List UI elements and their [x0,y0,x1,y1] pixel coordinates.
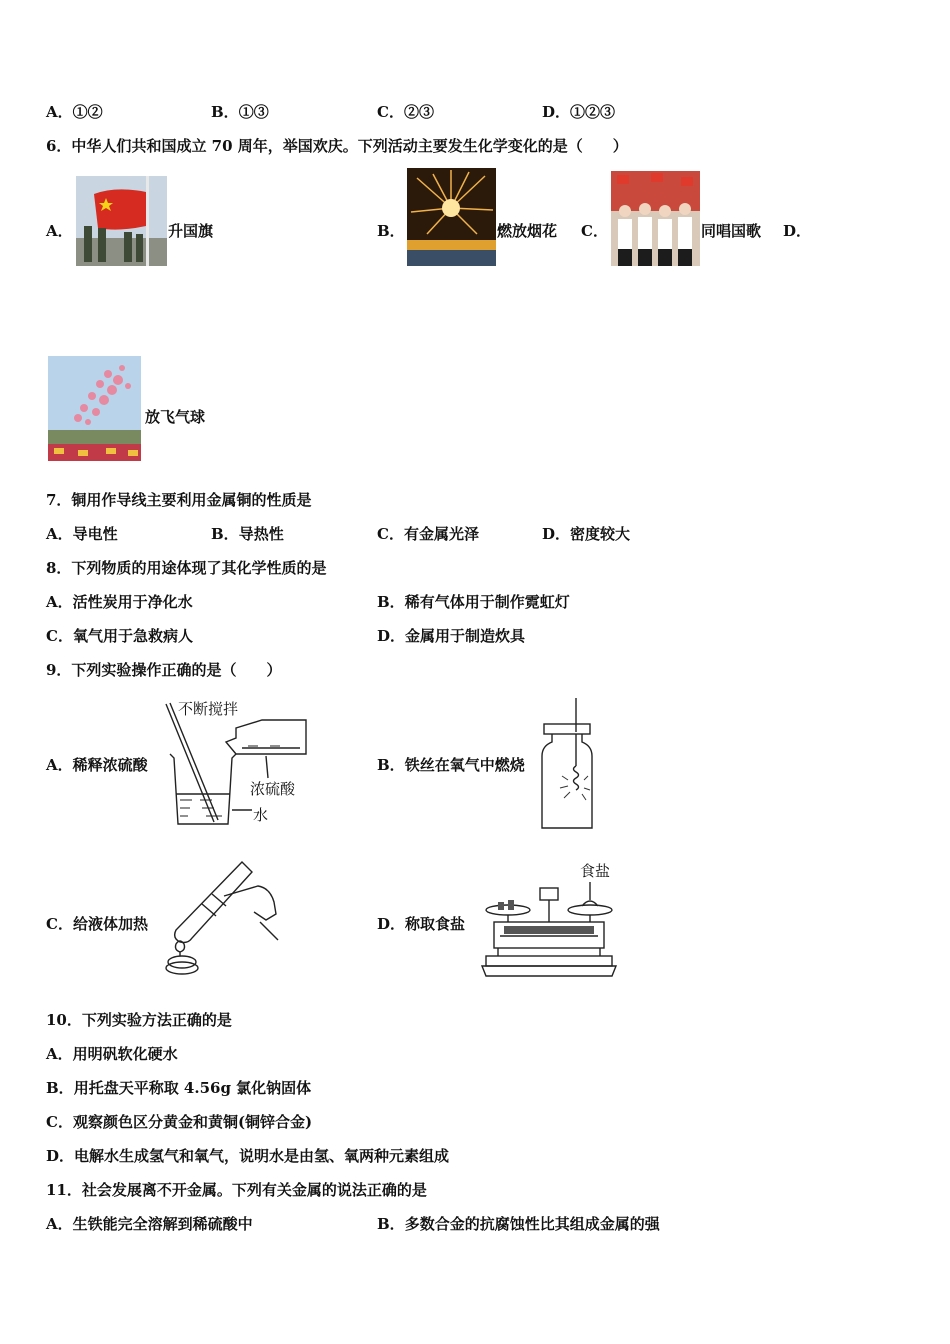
q7-option-b[interactable]: B．导热性 [211,525,284,543]
q10-option-d[interactable]: D．电解水生成氢气和氧气，说明水是由氢、氧两种元素组成 [46,1147,450,1165]
q5-option-c[interactable]: C．②③ [377,103,434,121]
label-water: 水 [253,806,269,824]
q9-option-d[interactable]: D．称取食盐 [377,915,466,933]
q10-option-b[interactable]: B．用托盘天平称取 4.56g 氯化钠固体 [46,1079,312,1097]
q6-option-c-letter[interactable]: C． [581,222,608,240]
q6-option-d-letter[interactable]: D． [783,222,812,240]
q6-option-a-letter[interactable]: A． [46,222,73,240]
q5-option-b[interactable]: B．①③ [211,103,269,121]
flag-raising-photo [76,176,167,266]
iron-wire-burning-diagram [538,696,598,832]
q11-option-b[interactable]: B．多数合金的抗腐蚀性比其组成金属的强 [377,1215,660,1233]
q9-stem: 9．下列实验操作正确的是（ ） [46,661,282,679]
balloon-release-photo [48,356,141,461]
q5-option-a[interactable]: A．①② [46,103,103,121]
dilute-acid-diagram [162,698,312,830]
q6-option-b-text[interactable]: 燃放烟花 [497,222,558,240]
q6-stem: 6．中华人们共和国成立 70 周年，举国欢庆。下列活动主要发生化学变化的是（ ） [46,137,628,155]
q10-stem: 10．下列实验方法正确的是 [46,1011,232,1029]
q8-option-a[interactable]: A．活性炭用于净化水 [46,593,193,611]
q7-option-d[interactable]: D．密度较大 [542,525,631,543]
q6-option-d-text[interactable]: 放飞气球 [145,408,206,426]
q9-option-a[interactable]: A．稀释浓硫酸 [46,756,148,774]
q10-option-a[interactable]: A．用明矾软化硬水 [46,1045,178,1063]
q7-stem: 7．铜用作导线主要利用金属铜的性质是 [46,491,312,509]
q10-option-c[interactable]: C．观察颜色区分黄金和黄铜(铜锌合金) [46,1113,313,1131]
q11-stem: 11．社会发展离不开金属。下列有关金属的说法正确的是 [46,1181,427,1199]
q9-option-b[interactable]: B．铁丝在氧气中燃烧 [377,756,525,774]
q6-option-c-text[interactable]: 同唱国歌 [701,222,762,240]
singing-anthem-photo [611,171,700,266]
label-concentrated-acid: 浓硫酸 [250,780,296,798]
weighing-salt-diagram [480,860,618,978]
q7-option-a[interactable]: A．导电性 [46,525,118,543]
q11-option-a[interactable]: A．生铁能完全溶解到稀硫酸中 [46,1215,253,1233]
heating-liquid-diagram [162,858,282,976]
q9-option-c[interactable]: C．给液体加热 [46,915,148,933]
q6-option-b-letter[interactable]: B． [377,222,405,240]
q7-option-c[interactable]: C．有金属光泽 [377,525,479,543]
q8-option-b[interactable]: B．稀有气体用于制作霓虹灯 [377,593,570,611]
q8-option-d[interactable]: D．金属用于制造炊具 [377,627,526,645]
fireworks-photo [407,168,496,266]
label-stir: 不断搅拌 [178,700,239,718]
q6-option-a-text[interactable]: 升国旗 [168,222,214,240]
label-salt: 食盐 [580,862,611,880]
q8-option-c[interactable]: C．氧气用于急救病人 [46,627,193,645]
q8-stem: 8．下列物质的用途体现了其化学性质的是 [46,559,327,577]
q5-option-d[interactable]: D．①②③ [542,103,616,121]
